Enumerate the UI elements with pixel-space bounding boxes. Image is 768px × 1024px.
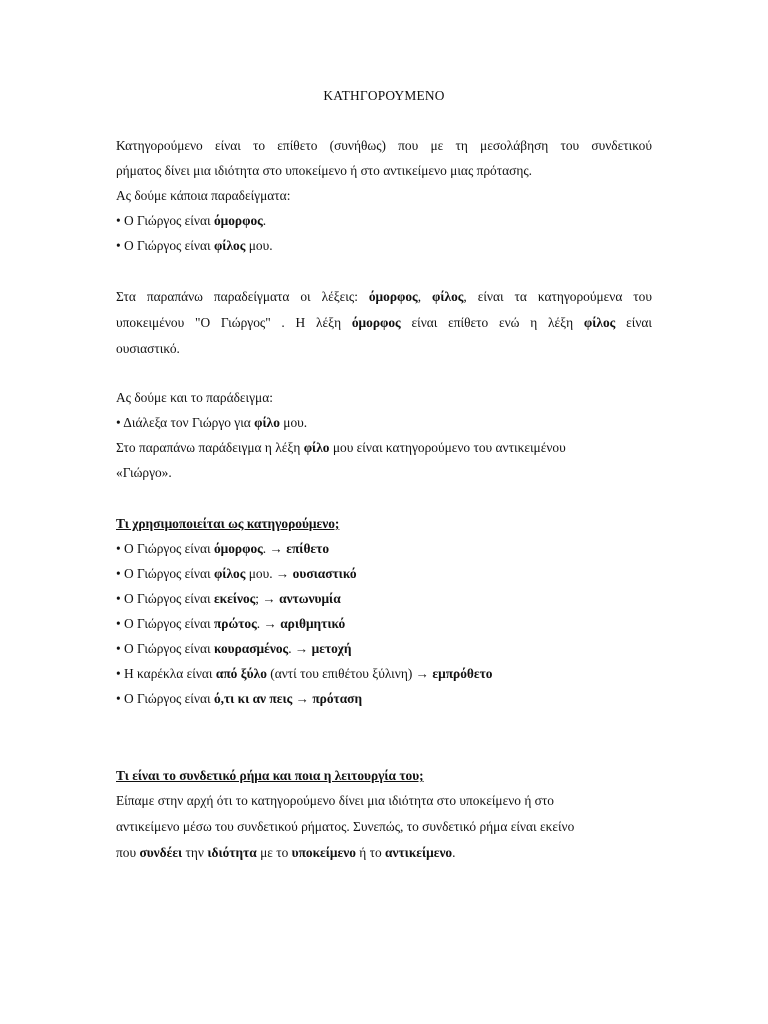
document-title: ΚΑΤΗΓΟΡΟΥΜΕΝΟ	[323, 88, 445, 103]
para2-line-2: υποκειμένου "Ο Γιώργος" . Η λέξη όμορφος είναι επίθετο ενώ η λέξη φίλος είναι	[116, 315, 652, 330]
para3-bullet: • Διάλεξα τον Γιώργο για φίλο μου.	[116, 415, 308, 430]
usage-item: • Ο Γιώργος είναι κουρασμένος. → μετοχή	[116, 641, 352, 656]
para2-line-1: Στα παραπάνω παραδείγματα οι λέξεις: όμορφος, φίλος, είναι τα κατηγορούμενα του	[116, 289, 652, 304]
usage-item: • Ο Γιώργος είναι φίλος μου. → ουσιαστικό	[116, 566, 357, 581]
usage-item: • Ο Γιώργος είναι πρώτος. → αριθμητικό	[116, 616, 346, 631]
para3-line-3: Στο παραπάνω παράδειγμα η λέξη φίλο μου είναι κατηγορούμενο του αντικειμένου	[116, 440, 566, 455]
usage-item: • Ο Γιώργος είναι εκείνος; → αντωνυμία	[116, 591, 341, 606]
section2-line-3: που συνδέει την ιδιότητα με το υποκείμενο ή το αντικείμενο.	[116, 845, 456, 860]
section1-heading: Τι χρησιμοποιείται ως κατηγορούμενο;	[116, 516, 340, 531]
para3-line-4: «Γιώργο».	[116, 465, 172, 480]
intro-line-1: Κατηγορούμενο είναι το επίθετο (συνήθως) που με τη μεσολάβηση του συνδετικού	[116, 138, 652, 153]
section2-line-2: αντικείμενο μέσω του συνδετικού ρήματος. Συνεπώς, το συνδετικό ρήμα είναι εκείνο	[116, 819, 575, 834]
section2-heading: Τι είναι το συνδετικό ρήμα και ποια η λειτουργία του;	[116, 768, 424, 783]
example-bullet-2: • Ο Γιώργος είναι φίλος μου.	[116, 238, 273, 253]
para2-line-3: ουσιαστικό.	[116, 341, 180, 356]
section2-line-1: Είπαμε στην αρχή ότι το κατηγορούμενο δίνει μια ιδιότητα στο υποκείμενο ή στο	[116, 793, 554, 808]
intro-line-3: Ας δούμε κάποια παραδείγματα:	[116, 188, 291, 203]
para3-line-1: Ας δούμε και το παράδειγμα:	[116, 390, 273, 405]
usage-item: • Η καρέκλα είναι από ξύλο (αντί του επιθέτου ξύλινη) → εμπρόθετο	[116, 666, 493, 681]
example-bullet-1: • Ο Γιώργος είναι όμορφος.	[116, 213, 267, 228]
usage-item: • Ο Γιώργος είναι ό,τι κι αν πεις → πρόταση	[116, 691, 363, 706]
intro-line-2: ρήματος δίνει μια ιδιότητα στο υποκείμενο ή στο αντικείμενο μιας πρότασης.	[116, 163, 533, 178]
usage-item: • Ο Γιώργος είναι όμορφος. → επίθετο	[116, 541, 330, 556]
